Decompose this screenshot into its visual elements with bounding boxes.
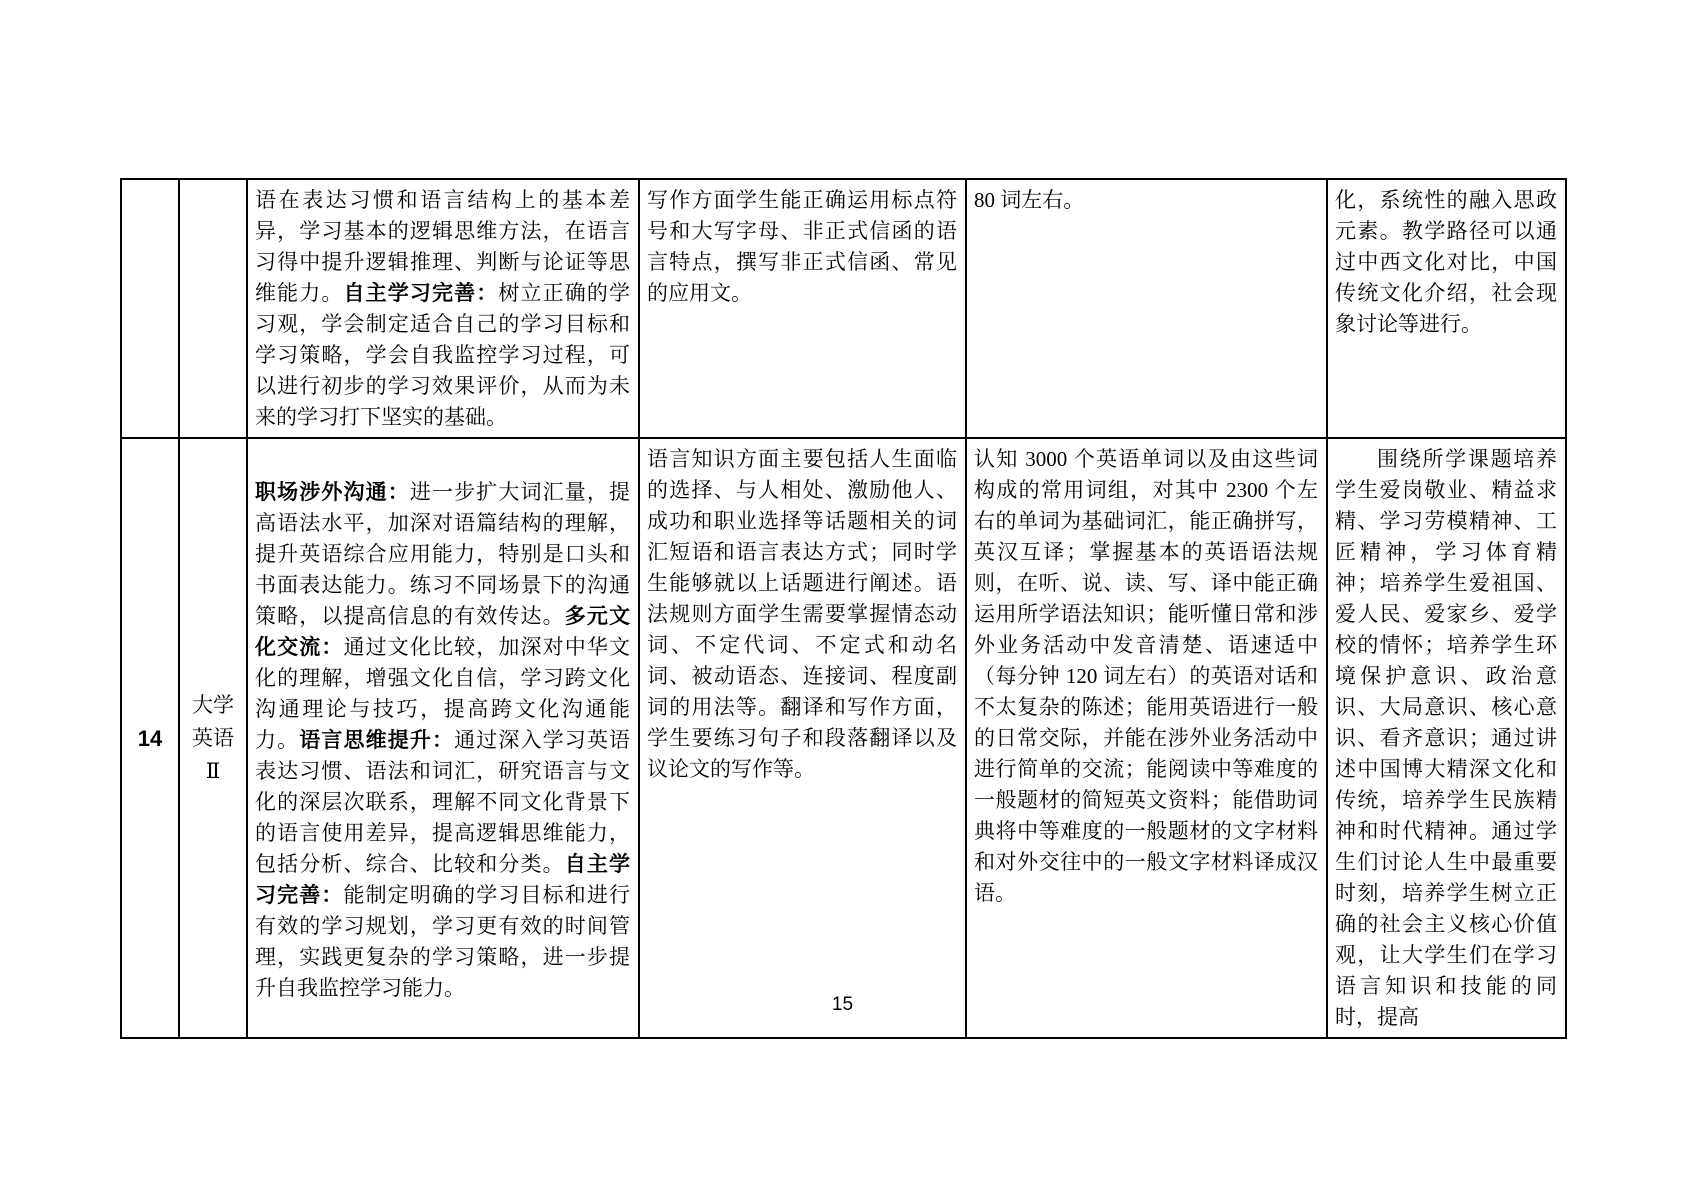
cell-row-number-empty (121, 179, 179, 438)
bold-text-segment: 自主学习完善： (343, 281, 499, 305)
text-segment: 进一步扩大词汇量，提高语法水平，加深对语篇结构的理解，提升英语综合应用能力，特别是口头和书面表达能力。练习不同场景下的沟通策略，以提高信息的有效传达。 (255, 480, 630, 628)
bold-text-segment: 语言思维提升： (299, 728, 455, 752)
text-segment: 化，系统性的融入思政元素。教学路径可以通过中西文化对比，中国传统文化介绍，社会现象讨论等进行。 (1335, 188, 1557, 336)
bold-text-segment: 多元文化交流： (255, 604, 630, 659)
cell-objectives-continuation (247, 179, 639, 438)
bold-text-segment: 自主学习完善： (255, 852, 630, 907)
table-row-continuation (121, 179, 1566, 438)
text-segment: 语在表达习惯和语言结构上的基本差异，学习基本的逻辑思维方法，在语言习得中提升逻辑推理、判断与论证等思维能力。 (255, 188, 630, 305)
cell-course-name: 大学英语Ⅱ (179, 438, 247, 1038)
cell-requirements (966, 438, 1327, 1038)
text-segment: 通过文化比较，加深对中华文化的理解，增强文化自信，学习跨文化沟通理论与技巧，提高跨文化沟通能力。 (255, 635, 630, 752)
text-segment: 通过深入学习英语表达习惯、语法和词汇，研究语言与文化的深层次联系，理解不同文化背景下的语言使用差异，提高逻辑思维能力，包括分析、综合、比较和分类。 (255, 728, 630, 876)
course-outline-table (120, 178, 1567, 1039)
cell-teaching-content-continuation (639, 179, 966, 438)
cell-ideological (1327, 438, 1566, 1038)
text-segment: 能制定明确的学习目标和进行有效的学习规划，学习更有效的时间管理，实践更复杂的学习策略，进一步提升自我监控学习能力。 (255, 883, 630, 1000)
bold-text-segment: 职场涉外沟通： (255, 480, 410, 504)
text-segment: 80 词左右。 (974, 188, 1085, 212)
cell-course-name-empty (179, 179, 247, 438)
text-segment: 语言知识方面主要包括人生面临的选择、与人相处、激励他人、成功和职业选择等话题相关的词汇短语和语言表达方式；同时学生能够就以上话题进行阐述。语法规则方面学生需要掌握情态动词、不定代词、不定式和动名词、被动语态、连接词、程度副词的用法等。翻译和写作方面，学生要练习句子和段落翻译以及议论文的写作等。 (647, 447, 957, 781)
cell-objectives (247, 438, 639, 1038)
table-row-course-14 (121, 438, 1566, 1038)
text-segment: 围绕所学课题培养学生爱岗敬业、精益求精、学习劳模精神、工匠精神，学习体育精神；培养学生爱祖国、爱人民、爱家乡、爱学校的情怀；培养学生环境保护意识、政治意识、大局意识、核心意识、看齐意识；通过讲述中国博大精深文化和传统，培养学生民族精神和时代精神。通过学生们讨论人生中最重要时刻，培养学生树立正确的社会主义核心价值观，让大学生们在学习语言知识和技能的同时，提高 (1335, 447, 1557, 1029)
text-segment: 树立正确的学习观，学会制定适合自己的学习目标和学习策略，学会自我监控学习过程，可以进行初步的学习效果评价，从而为未来的学习打下坚实的基础。 (255, 281, 630, 429)
text-segment: 认知 3000 个英语单词以及由这些词构成的常用词组，对其中 2300 个左右的单词为基础词汇，能正确拼写，英汉互译；掌握基本的英语语法规则，在听、说、读、写、译中能正确运用所学语法知识；能听懂日常和涉外业务活动中发音清楚、语速适中（每分钟 120 词左右）的英语对话和不太复杂的陈述；能用英语进行一般的日常交际，并能在涉外业务活动中进行简单的交流；能阅读中等难度的一般题材的简短英文资料；能借助词典将中等难度的一般题材的文字材料和对外交往中的一般文字材料译成汉语。 (974, 447, 1318, 905)
cell-ideological-continuation (1327, 179, 1566, 438)
cell-teaching-content (639, 438, 966, 1038)
cell-requirements-continuation (966, 179, 1327, 438)
page-number: 15 (831, 994, 854, 1015)
cell-row-number: 14 (121, 438, 179, 1038)
text-segment: 写作方面学生能正确运用标点符号和大写字母、非正式信函的语言特点，撰写非正式信函、常见的应用文。 (647, 188, 957, 305)
